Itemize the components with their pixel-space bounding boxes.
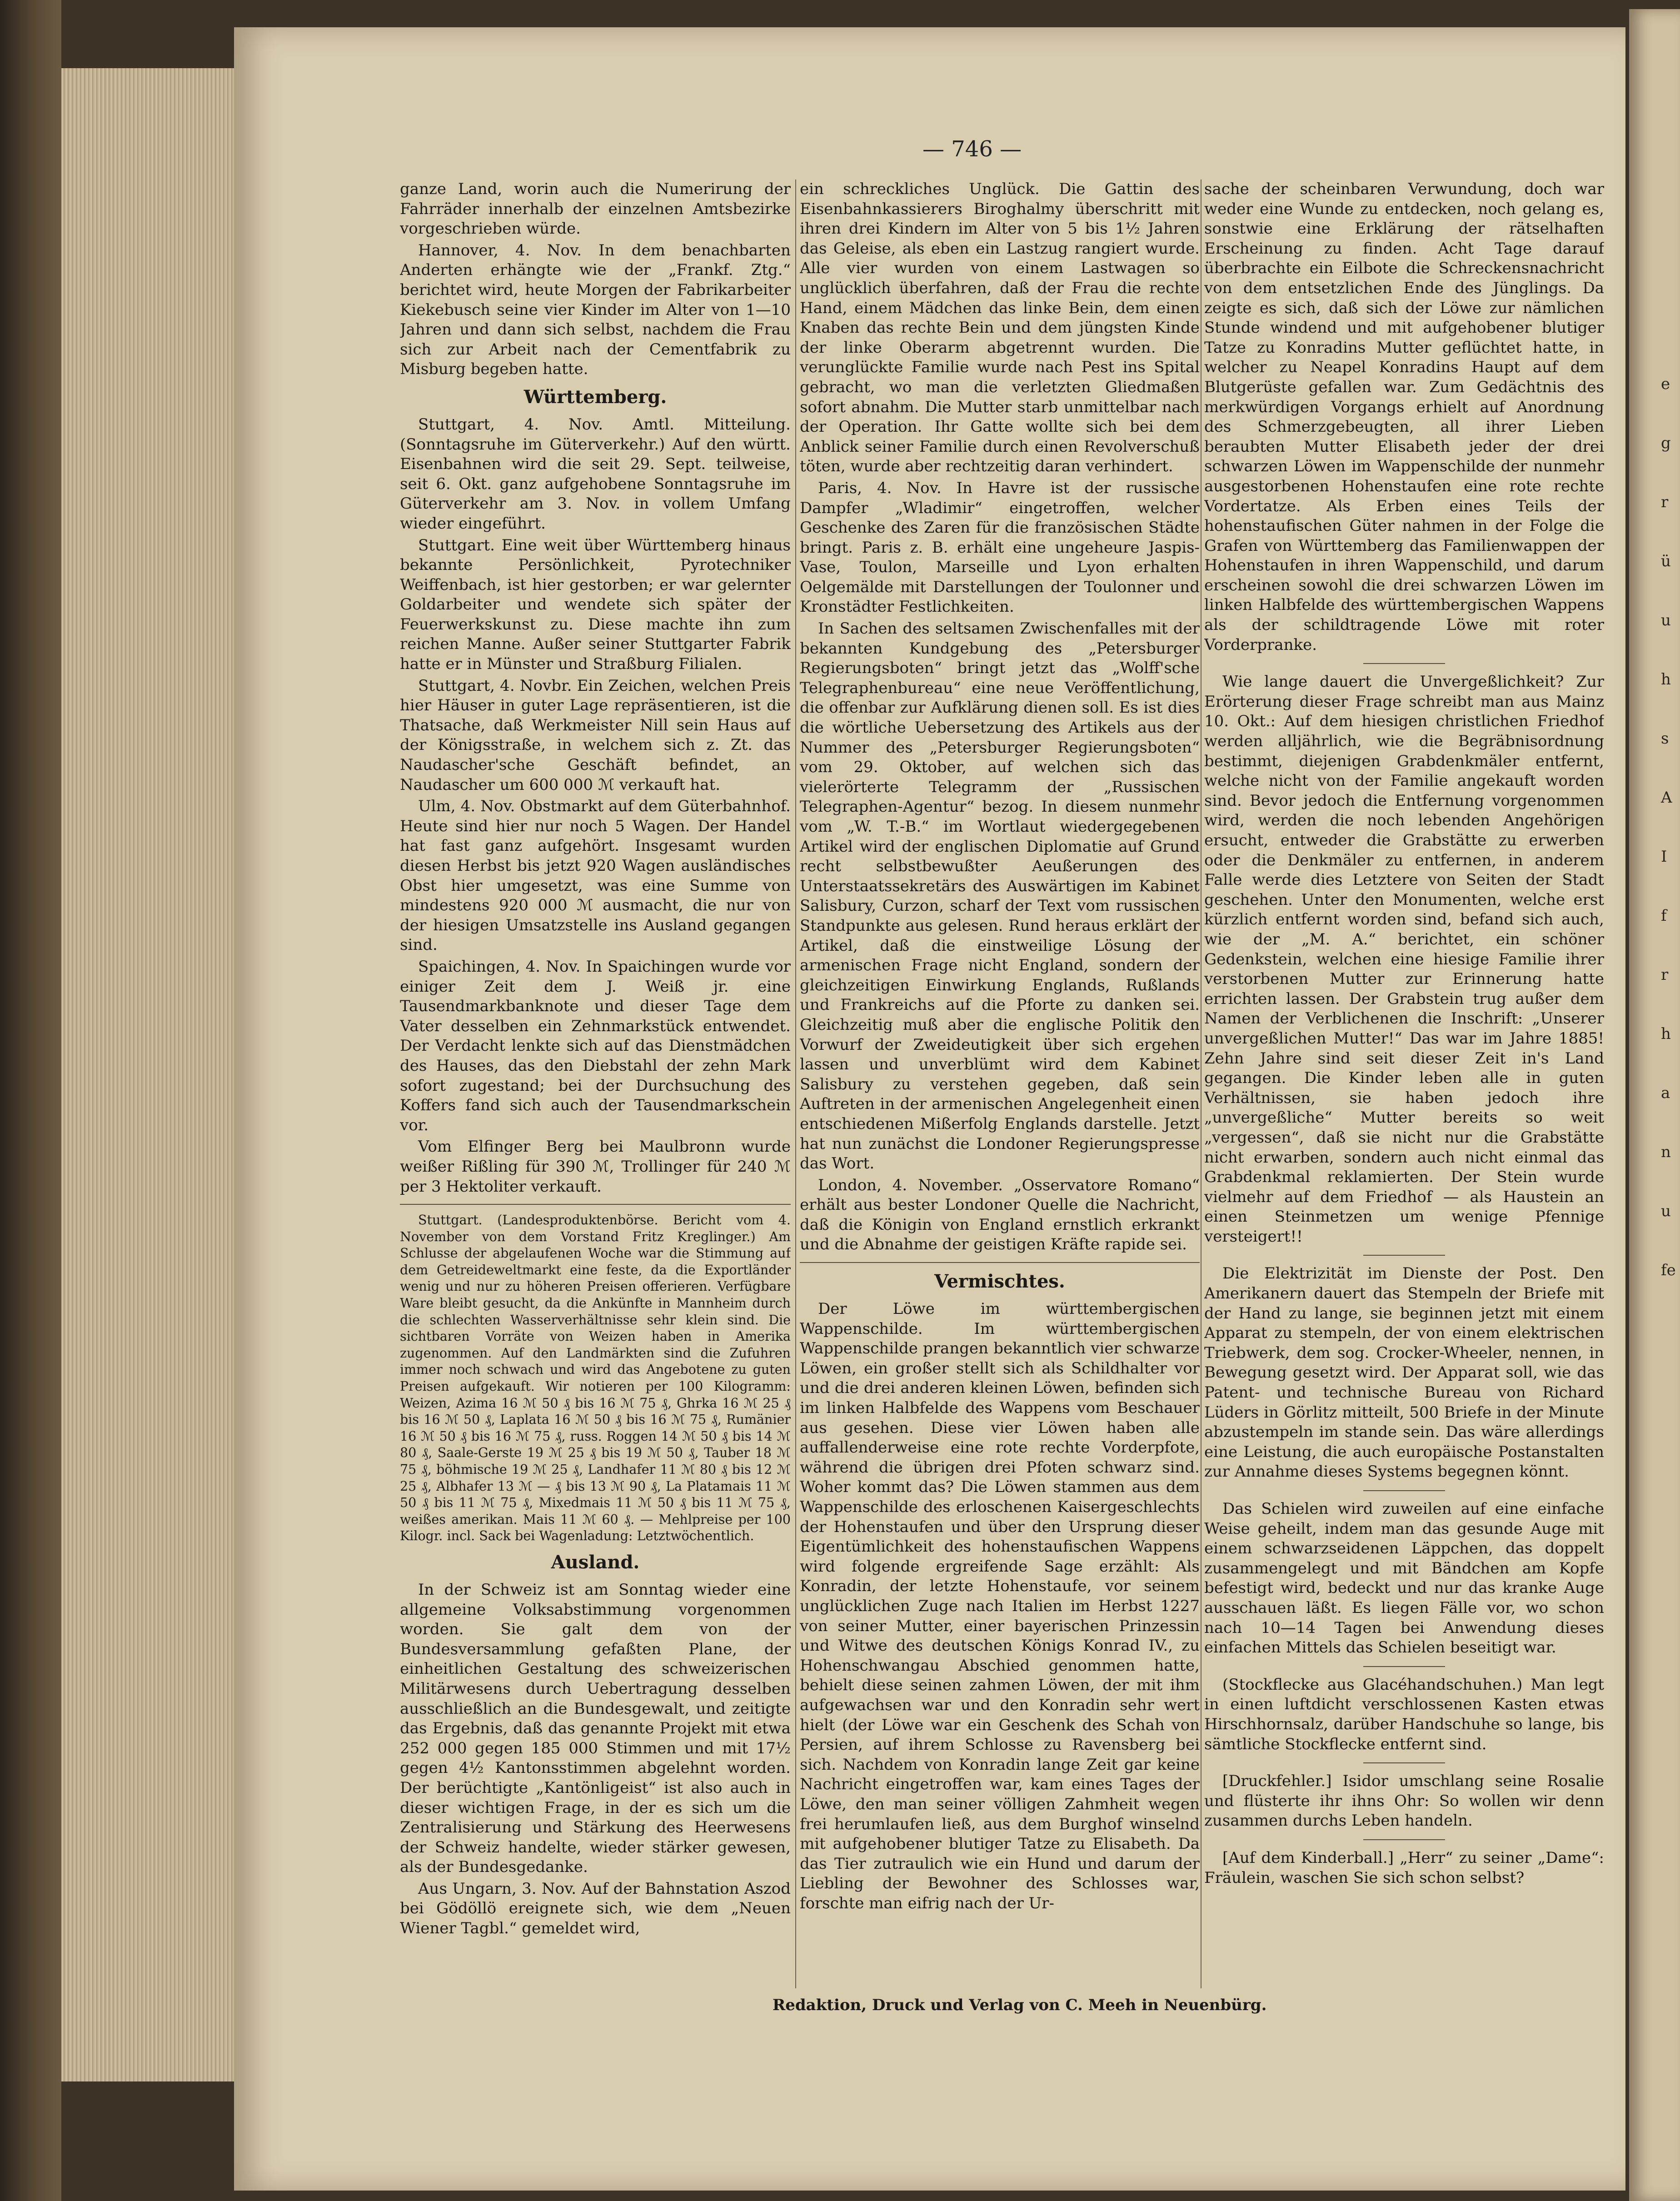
facing-page-letter: fe [1661, 1261, 1676, 1279]
article-elektrizitaet-post: Die Elektrizität im Dienste der Post. Den Amerikanern dauert das Stempeln der Briefe mit der Hand zu lange, sie beginnen jetzt mit einem Apparat zu stempeln, der von einem elektrischen Triebwerk, dem sog. Crocker-Wheeler, nennen, in Bewegung gesetzt wird. Der Apparat soll, wie das Patent- und technische Bureau von Richard Lüders in Görlitz mitteilt, 500 Briefe in der Minute abzustempeln im stande sein. Das wäre allerdings eine Leistung, die auch europäische Postanstalten zur Annahme dieses Systems begegnen könnt. [1204, 1264, 1604, 1481]
facing-page-letter: s [1661, 729, 1669, 748]
column-3 [1204, 180, 1604, 1979]
column-rule-1 [795, 180, 796, 1988]
divider [1363, 663, 1445, 664]
facing-page-letter: r [1661, 966, 1669, 984]
page-stack-edge [61, 68, 235, 2081]
facing-page-letter: I [1661, 848, 1667, 866]
facing-page-fragments [1661, 354, 1679, 1300]
article-kinderball: [Auf dem Kinderball.] „Herr“ zu seiner „Dame“: Fräulein, waschen Sie sich schon selbst? [1204, 1848, 1604, 1887]
divider [1363, 1666, 1445, 1667]
facing-page-letter: e [1661, 375, 1670, 393]
facing-page-letter: g [1661, 434, 1671, 452]
facing-page-letter: A [1661, 789, 1672, 807]
facing-page-letter: u [1661, 611, 1671, 629]
article-stuttgart-sonntagsruhe: Stuttgart, 4. Nov. Amtl. Mitteilung. (Sonntagsruhe im Güterverkehr.) Auf den württ. Eisenbahnen wird die seit 29. Sept. teilweise, seit 6. Okt. ganz aufgehobene Sonntagsruhe im Güterverkehr am 3. Nov. in vollem Umfang wieder eingeführt. [400, 415, 791, 533]
divider [1363, 1490, 1445, 1491]
article-london: London, 4. November. „Osservatore Romano“ erhält aus bester Londoner Quelle die Nachricht, daß die Königin von England ernstlich erkrankt und die Abnahme der geistigen Kräfte rapide sei. [800, 1176, 1200, 1254]
article-spaichingen: Spaichingen, 4. Nov. In Spaichingen wurde vor einiger Zeit dem J. Weiß jr. eine Tausendmarkbanknote und dieser Tage dem Vater desselben ein Zehnmarkstück entwendet. Der Verdacht lenkte sich auf das Dienstmädchen des Hauses, das den Diebstahl der zehn Mark sofort zugestand; bei der Durchsuchung des Koffers fand sich auch der Tausendmarkschein vor. [400, 957, 791, 1134]
article-loewe-wappen: Der Löwe im württembergischen Wappenschilde. Im württembergischen Wappenschilde prangen bekanntlich vier schwarze Löwen, ein großer stellt sich als Schildhalter vor und die drei anderen kleinen Löwen, befinden sich im linken Halbfelde des Wappens vom Beschauer aus gesehen. Diese vier Löwen haben alle auffallenderweise eine rote rechte Vorderpfote, während die übrigen drei Pfoten schwarz sind. Woher kommt das? Die Löwen stammen aus dem Wappenschilde des erloschenen Kaisergeschlechts der Hohenstaufen und über den Ursprung dieser Eigentümlichkeit des hohenstaufischen Wappens wird folgende ergreifende Sage erzählt: Als Konradin, der letzte Hohenstaufe, vor seinem unglücklichen Zuge nach Italien im Herbst 1227 von seiner Mutter, einer bayerischen Prinzessin und Witwe des deutschen Königs Konrad IV., zu Hohenschwangau Abschied genommen hatte, behielt diese seinen zahmen Löwen, der mit ihm aufgewachsen war und den Konradin sehr wert hielt (der Löwe war ein Geschenk des Schah von Persien, auf ihrem Schlosse zu Ravensberg bei sich. Nachdem von Konradin lange Zeit gar keine Nachricht eingetroffen war, kam eines Tages der Löwe, den man seiner völligen Zahmheit wegen frei herumlaufen ließ, aus dem Burghof winselnd mit aufgehobener blutiger Tatze zu Elisabeth. Da das Tier zutraulich wie ein Hund und darum der Liebling der Bewohner des Schlosses war, forschte man eifrig nach der Ur- [800, 1300, 1200, 1912]
article-landesproduktenboerse: Stuttgart. (Landesproduktenbörse. Bericht vom 4. November von dem Vorstand Fritz Kreglinger.) Am Schlusse der abgelaufenen Woche war die Stimmung auf dem Getreideweltmarkt eine feste, da die Exportländer wenig und nur zu höheren Preisen offerieren. Verfügbare Ware bleibt gesucht, da die Ankünfte in Mannheim durch die schlechten Wasserverhältnisse sehr klein sind. Die sichtbaren Vorräte von Weizen haben in Amerika zugenommen. Auf den Landmärkten sind die Zufuhren immer noch schwach und wird das Angebotene zu guten Preisen aufgekauft. Wir notieren per 100 Kilogramm: Weizen, Azima 16 ℳ 50 ₰ bis 16 ℳ 75 ₰, Ghrka 16 ℳ 25 ₰ bis 16 ℳ 50 ₰, Laplata 16 ℳ 50 ₰ bis 16 ℳ 75 ₰, Rumänier 16 ℳ 50 ₰ bis 16 ℳ 75 ₰, russ. Roggen 14 ℳ 50 ₰ bis 14 ℳ 80 ₰, Saale-Gerste 19 ℳ 25 ₰ bis 19 ℳ 50 ₰, Tauber 18 ℳ 75 ₰, böhmische 19 ℳ 25 ₰, Landhafer 11 ℳ 80 ₰ bis 12 ℳ 25 ₰, Albhafer 13 ℳ — ₰ bis 13 ℳ 90 ₰, La Platamais 11 ℳ 50 ₰ bis 11 ℳ 75 ₰, Mixedmais 11 ℳ 50 ₰ bis 11 ℳ 75 ₰, weißes amerikan. Mais 11 ℳ 60 ₰. — Mehlpreise per 100 Kilogr. incl. Sack bei Wagenladung: Letztwöchentlich. [400, 1213, 791, 1544]
divider [1363, 1839, 1445, 1840]
article-hannover: Hannover, 4. Nov. In dem benachbarten Anderten erhängte wie der „Frankf. Ztg.“ berichtet wird, heute Morgen der Fabrikarbeiter Kiekebusch seine vier Kinder im Alter von 1—10 Jahren und dann sich selbst, nachdem die Frau sich zur Arbeit nach der Cementfabrik zu Misburg begeben hatte. [400, 241, 791, 379]
section-heading-wuerttemberg: Württemberg. [523, 386, 667, 408]
section-heading-vermischtes: Vermischtes. [934, 1271, 1065, 1293]
facing-page-letter: a [1661, 1084, 1670, 1102]
facing-page-letter: n [1661, 1143, 1671, 1161]
column-2 [800, 180, 1200, 1979]
article-ulm: Ulm, 4. Nov. Obstmarkt auf dem Güterbahnhof. Heute sind hier nur noch 5 Wagen. Der Handel hat fast ganz aufgehört. Insgesamt wurden diesen Herbst bis jetzt 920 Wagen ausländisches Obst hier umgesetzt, was eine Summe von mindestens 920 000 ℳ ausmacht, die nur von der hiesigen Umsatzstelle ins Ausland gegangen sind. [400, 797, 791, 954]
article-unvergesslichkeit: Wie lange dauert die Unvergeßlichkeit? Zur Erörterung dieser Frage schreibt man aus Mainz 10. Okt.: Auf dem hiesigen christlichen Friedhof werden alljährlich, wie die Begräbnisordnung bestimmt, diejenigen Grabdenkmäler entfernt, welche nicht von der Familie angekauft worden sind. Bevor jedoch die Entfernung vorgenommen wird, werden die noch lebenden Angehörigen ersucht, entweder die Grabstätte zu erwerben oder die Denkmäler zu entfernen, in anderem Falle werde dies Letztere von Seiten der Stadt geschehen. Unter den Monumenten, welche erst kürzlich entfernt worden sind, befand sich auch, wie der „M. A.“ berichtet, ein schöner Gedenkstein, welchen eine hiesige Familie ihrer verstorbenen Mutter zur Erinnerung hatte errichten lassen. Der Grabstein trug außer dem Namen der Verblichenen die Inschrift: „Unserer unvergeßlichen Mutter!“ Das war im Jahre 1885! Zehn Jahre sind seit dieser Zeit in's Land gegangen. Die Kinder leben alle in guten Verhältnissen, sie haben jedoch ihre „unvergeßliche“ Mutter bereits so weit „vergessen“, daß sie nicht nur die Grabstätte nicht erwarben, sondern auch nicht einmal das Grabdenkmal reklamierten. Der Stein wurde vielmehr auf dem Friedhof — als Haustein an einen Steinmetzen um wenige Pfennige versteigert!! [1204, 673, 1604, 1246]
facing-page-letter: ü [1661, 552, 1671, 570]
divider [400, 1204, 791, 1205]
book-spine-shadow [0, 0, 61, 2201]
page-number: — 746 — [922, 136, 1022, 162]
article-loewe-continued: sache der scheinbaren Verwundung, doch war weder eine Wunde zu entdecken, noch gelang es, sonstwie eine Erklärung der rätselhaften Erscheinung zu finden. Acht Tage darauf überbrachte ein Eilbote die Schreckensnachricht von dem entsetzlichen Ende des Jünglings. Da zeigte es sich, daß sich der Löwe zur nämlichen Stunde windend und mit aufgehobener blutiger Tatze zu Konradins Mutter geflüchtet hatte, in welcher zu Neapel Konradins Haupt auf dem Blutgerüste gefallen war. Zum Gedächtnis des merkwürdigen Vorgangs erhielt auf Anordnung des Schmerzgebeugten, all ihrer Lieben beraubten Mutter Elisabeth jeder der drei schwarzen Löwen im Wappenschilde der nunmehr ausgestorbenen Hohenstaufen eine rote rechte Vordertatze. Als Erben eines Teils der hohenstaufischen Güter nahmen in der Folge die Grafen von Württemberg das Familienwappen der Hohenstaufen in ihren Wappenschild, und darum erscheinen sowohl die drei schwarzen Löwen im linken Halbfelde des württembergischen Wappens als der schildtragende Löwe mit roter Vorderpranke. [1204, 180, 1604, 654]
imprint-footer: Redaktion, Druck und Verlag von C. Meeh in Neuenbürg. [773, 1996, 1267, 2014]
column-1 [400, 180, 791, 1979]
article-ungarn: Aus Ungarn, 3. Nov. Auf der Bahnstation Aszod bei Gödöllö ereignete sich, wie dem „Neuen Wiener Tagbl.“ gemeldet wird, [400, 1879, 791, 1938]
facing-page-letter: h [1661, 1025, 1671, 1043]
article-stockflecke: (Stockflecke aus Glacéhandschuhen.) Man legt in einen luftdicht verschlossenen Kasten etwas Hirschhornsalz, darüber Handschuhe so lange, bis sämtliche Stockflecke entfernt sind. [1204, 1675, 1604, 1753]
article-druckfehler: [Druckfehler.] Isidor umschlang seine Rosalie und flüsterte ihr ihns Ohr: So wollen wir denn zusammen durchs Leben handeln. [1204, 1772, 1604, 1830]
article-elfinger-berg: Vom Elfinger Berg bei Maulbronn wurde weißer Rißling für 390 ℳ, Trollinger für 240 ℳ per 3 Hektoliter verkauft. [400, 1138, 791, 1196]
article-schweiz: In der Schweiz ist am Sonntag wieder eine allgemeine Volksabstimmung vorgenommen worden. Sie galt dem von der Bundesversammlung gefaßten Plane, der einheitlichen Gestaltung des schweizerischen Militärwesens durch Uebertragung desselben ausschließlich an die Bundesgewalt, und zeitigte das Ergebnis, daß das genannte Projekt mit etwa 252 000 gegen 185 000 Stimmen und mit 17½ gegen 4½ Kantonsstimmen abgelehnt worden. Der berüchtigte „Kantönligeist“ ist also auch in dieser wichtigen Frage, in der es sich um die Zentralisierung und Stärkung des Heerwesens der Schweiz handelte, wieder stärker gewesen, als der Bundesgedanke. [400, 1580, 791, 1877]
divider [800, 1262, 1200, 1263]
section-heading-ausland: Ausland. [551, 1551, 640, 1573]
facing-page-letter: f [1661, 907, 1667, 925]
article-schielen: Das Schielen wird zuweilen auf eine einfache Weise geheilt, indem man das gesunde Auge mit einem schwarzseidenen Läppchen, das doppelt zusammengelegt und mit Bändchen am Kopfe befestigt wird, bedeckt und nur das kranke Auge ausschauen läßt. Es liegen Fälle vor, wo schon nach 10—14 Tagen bei Anwendung dieses einfachen Mittels das Schielen beseitigt war. [1204, 1500, 1604, 1657]
article-ungarn-continued: ein schreckliches Unglück. Die Gattin des Eisenbahnkassierers Biroghalmy überschritt mit ihren drei Kindern im Alter von 5 bis 1½ Jahren das Geleise, als eben ein Lastzug rangiert wurde. Alle vier wurden von einem Lastwagen so unglücklich überfahren, daß der Frau die rechte Hand, einem Mädchen das linke Bein, dem einen Knaben das rechte Bein und dem jüngsten Kinde der linke Oberarm abgetrennt wurden. Die verunglückte Familie wurde nach Pest ins Spital gebracht, wo man die verletzten Gliedmaßen sofort abnahm. Die Mutter starb unmittelbar nach der Operation. Ihr Gatte wollte sich bei dem Anblick seiner Familie durch einen Revolverschuß töten, wurde aber rechtzeitig daran verhindert. [800, 180, 1200, 476]
article-stuttgart-weiffenbach: Stuttgart. Eine weit über Württemberg hinaus bekannte Persönlichkeit, Pyrotechniker Weiffenbach, ist hier gestorben; er war gelernter Goldarbeiter und wendete sich später der Feuerwerkskunst zu. Diese machte ihn zum reichen Manne. Außer seiner Stuttgarter Fabrik hatte er in Münster und Straßburg Filialen. [400, 536, 791, 674]
facing-page-letter: h [1661, 670, 1671, 689]
article-paris: Paris, 4. Nov. In Havre ist der russische Dampfer „Wladimir“ eingetroffen, welcher Geschenke des Zaren für die französischen Städte bringt. Paris z. B. erhält eine ungeheure Jaspis-Vase, Toulon, Marseille und Lyon erhalten Oelgemälde mit Darstellungen der Toulonner und Kronstädter Festlichkeiten. [800, 479, 1200, 616]
facing-page-letter: r [1661, 493, 1669, 511]
article-stuttgart-haus: Stuttgart, 4. Novbr. Ein Zeichen, welchen Preis hier Häuser in guter Lage repräsentieren, ist die Thatsache, daß Werkmeister Nill sein Haus auf der Königsstraße, in welchem sich z. Zt. das Naudascher'sche Geschäft befindet, an Naudascher um 600 000 ℳ verkauft hat. [400, 676, 791, 794]
article-regierungsbote: In Sachen des seltsamen Zwischenfalles mit der bekannten Kundgebung des „Petersburger Regierungsboten“ bringt jetzt das „Wolff'sche Telegraphenbureau“ eine neue Veröffentlichung, die offenbar zur Aufklärung dienen soll. Es ist dies die wörtliche Uebersetzung des Artikels aus der Nummer des „Petersburger Regierungsboten“ vom 29. Oktober, auf welchen sich das vielerörterte Telegramm der „Russischen Telegraphen-Agentur“ bezog. In diesem nunmehr vom „W. T.-B.“ im Wortlaut wiedergegebenen Artikel wird der englischen Diplomatie auf Grund recht selbstbewußter Aeußerungen des Unterstaatssekretärs des Auswärtigen im Kabinet Salisbury, Curzon, scharf der Text vom russischen Standpunkte aus gelesen. Rund heraus erklärt der Artikel, daß die einstweilige Lösung der armenischen Frage nicht England, sondern der gleichzeitigen Einwirkung Englands, Rußlands und Frankreichs auf die Pforte zu danken sei. Gleichzeitig muß aber die englische Politik den Vorwurf der Zweideutigkeit über sich ergehen lassen und unverblümt wird dem Kabinet Salisbury zu verstehen gegeben, daß sein Auftreten in der armenischen Angelegenheit einen entschiedenen Mißerfolg Englands darstelle. Jetzt hat nun zunächst die Londoner Regierungspresse das Wort. [800, 619, 1200, 1173]
facing-page-letter: u [1661, 1202, 1671, 1220]
divider [1363, 1762, 1445, 1763]
divider [1363, 1255, 1445, 1256]
article-text: ganze Land, worin auch die Numerirung der Fahrräder innerhalb der einzelnen Amtsbezirke vorgeschrieben würde. [400, 180, 791, 238]
